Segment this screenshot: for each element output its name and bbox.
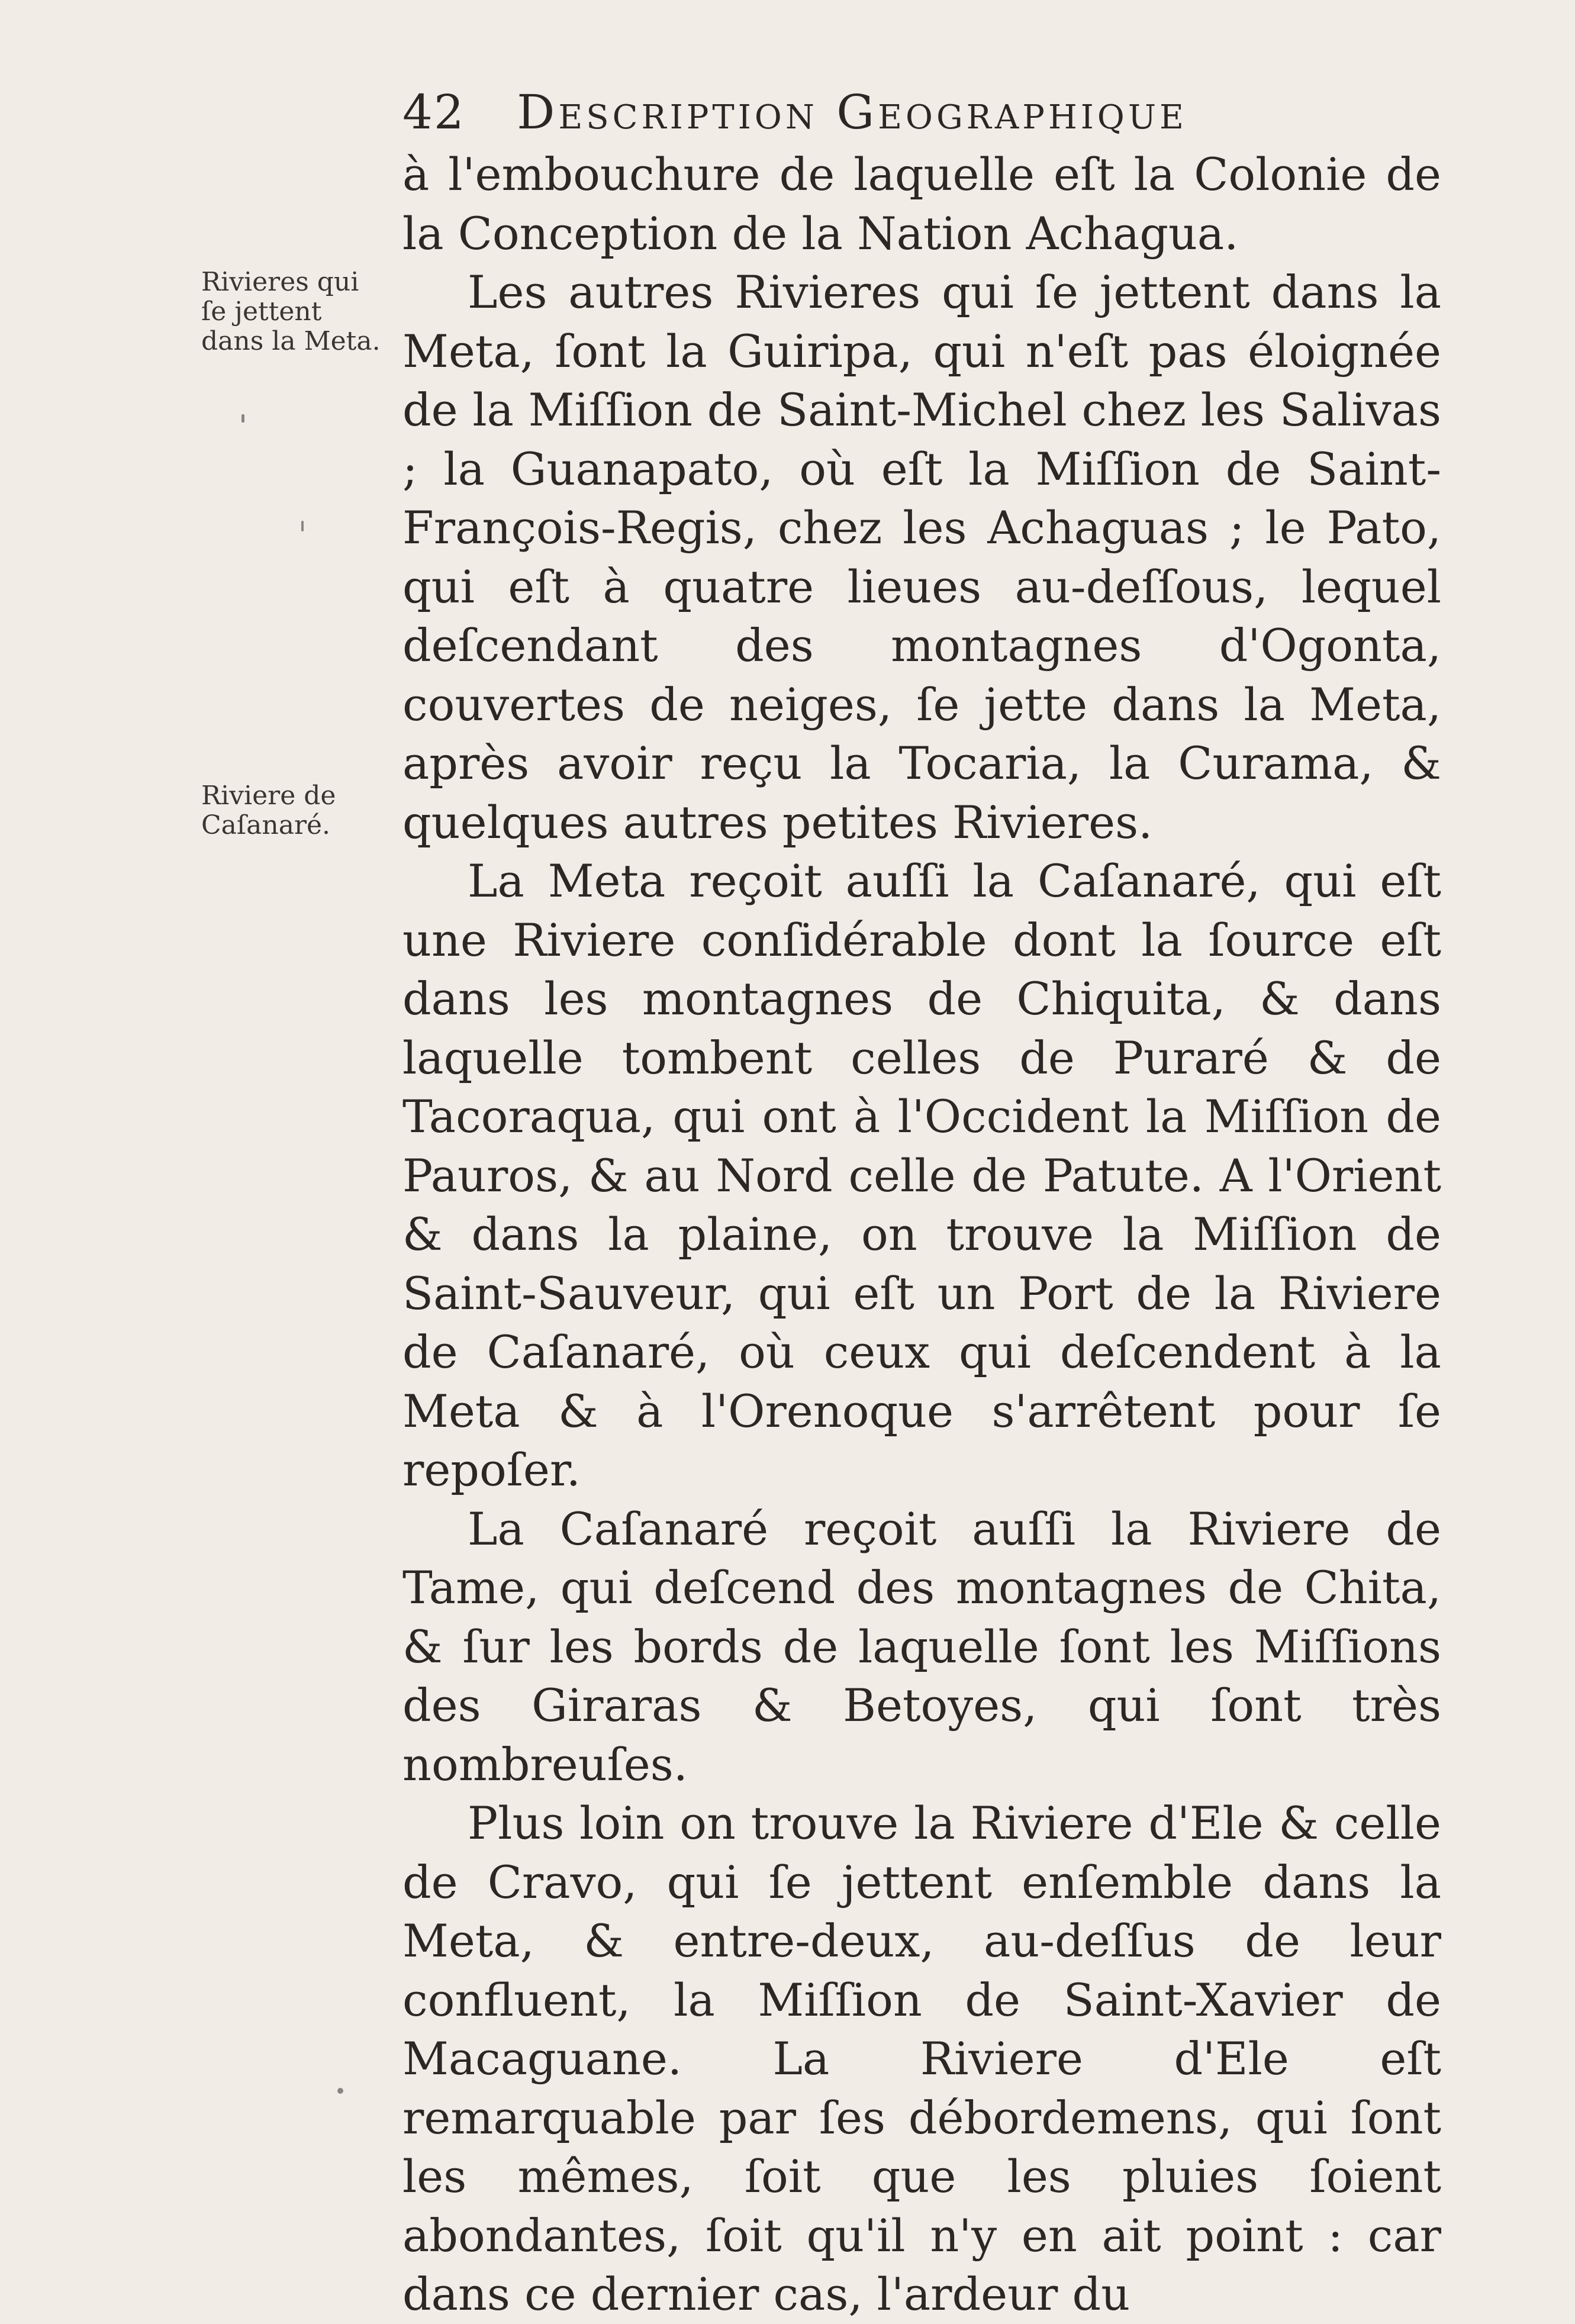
paper-speck	[301, 521, 304, 531]
paper-speck	[337, 2088, 343, 2094]
paragraph: La Caſanaré reçoit auſſi la Riviere de Tame, qui deſcend des montagnes de Chita, & ſur les bords de laquelle ſont les Miſſions des Giraras & Betoyes, qui ſont très nombreuſes.	[402, 1502, 1441, 1791]
paragraph: à l'embouchure de laquelle eſt la Colonie de la Conception de la Nation Achagua.	[402, 148, 1441, 260]
paragraph: La Meta reçoit auſſi la Caſanaré, qui eſt une Riviere conſidérable dont la ſource eſt dans les montagnes de Chiquita, & dans laquelle tombent celles de Puraré & de Tacoraqua, qui ont à l'Occident la Miſſion de Pauros, & au Nord celle de Patute. A l'Orient & dans la plaine, on trouve la Miſſion de Saint-Sauveur, qui eſt un Port de la Riviere de Caſanaré, où ceux qui deſcendent à la Meta & à l'Orenoque s'arrêtent pour ſe repoſer.	[402, 855, 1441, 1496]
page-number: 42	[402, 85, 465, 140]
main-text	[402, 145, 1441, 2324]
margin-note-casanare: Riviere de Caſanaré.	[201, 781, 336, 840]
running-header	[402, 83, 1187, 142]
running-title: Description Geographique	[517, 85, 1187, 140]
paragraph: Les autres Rivieres qui ſe jettent dans la Meta, ſont la Guiripa, qui n'eſt pas éloignée de la Miſſion de Saint-Michel chez les Salivas ; la Guanapato, où eſt la Miſſion de Saint-François-Regis, chez les Achaguas ; le Pato, qui eſt à quatre lieues au-deſſous, lequel deſcendant des montagnes d'Ogonta, couvertes de neiges, ſe jette dans la Meta, après avoir reçu la Tocaria, la Curama, & quelques autres petites Rivieres.	[402, 266, 1441, 849]
margin-note-rivieres: Rivieres qui ſe jettent dans la Meta.	[201, 267, 381, 356]
paper-speck	[241, 414, 244, 423]
paragraph: Plus loin on trouve la Riviere d'Ele & celle de Cravo, qui ſe jettent enſemble dans la Meta, & entre-deux, au-deſſus de leur confluent, la Miſſion de Saint-Xavier de Macaguane. La Riviere d'Ele eſt remarquable par ſes débordemens, qui ſont les mêmes, ſoit que les pluies ſoient abondantes, ſoit qu'il n'y en ait point : car dans ce dernier cas, l'ardeur du	[402, 1797, 1441, 2320]
